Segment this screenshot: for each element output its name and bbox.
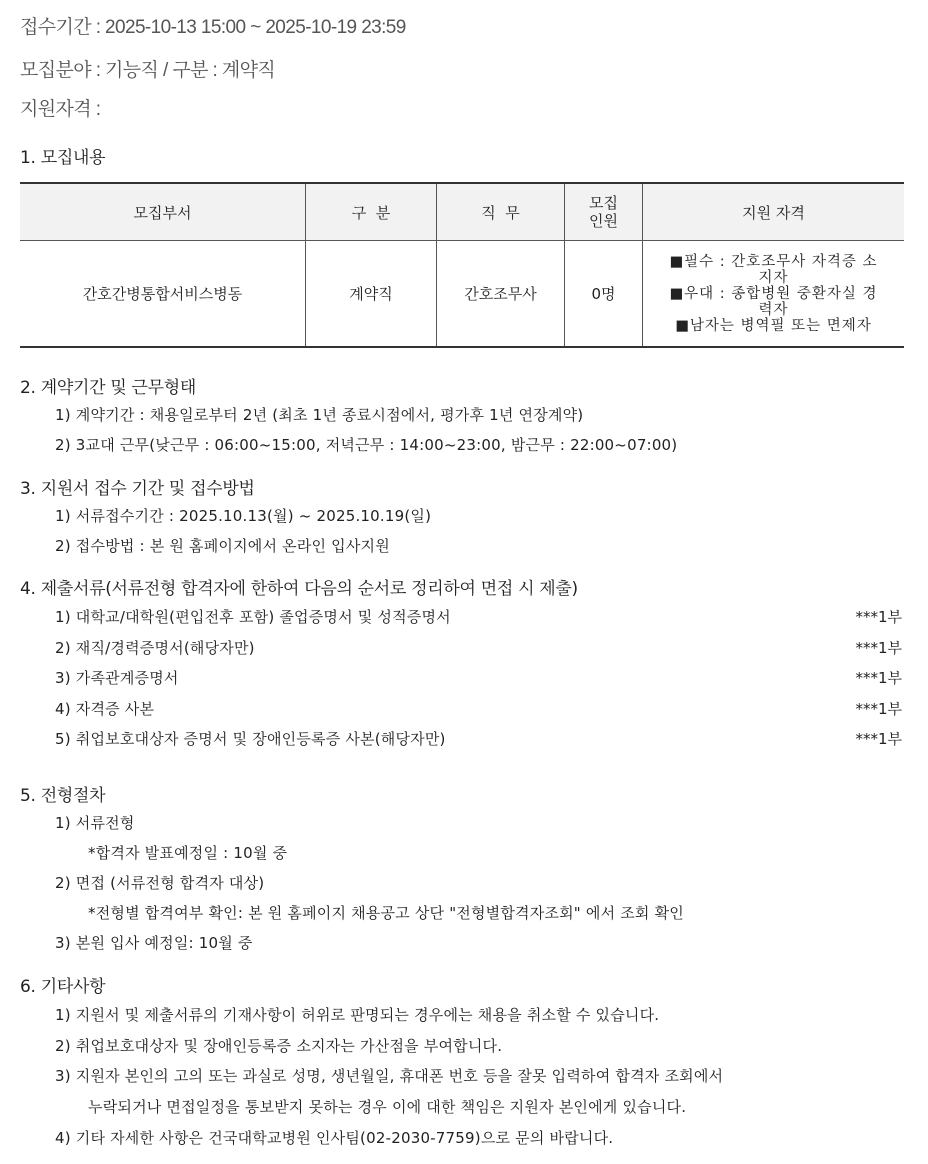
contact-info: 4) 기타 자세한 사항은 건국대학교병원 인사팀(02-2030-7759)으로 문의 바랍니다.	[55, 1129, 614, 1147]
qual-line: ■남자는 병역필 또는 면제자	[675, 317, 872, 334]
qual-line: 력자	[758, 301, 789, 318]
list-item: *합격자 발표예정일 : 10월 중	[88, 844, 288, 862]
header-qual: 지원 자격	[643, 183, 905, 241]
copies-count: ***1부	[855, 608, 902, 626]
section-2-title: 2. 계약기간 및 근무형태	[20, 378, 197, 398]
list-item: 3) 가족관계증명서	[55, 669, 179, 687]
section-6-title: 6. 기타사항	[20, 977, 106, 997]
table-row	[20, 241, 904, 348]
copies-count: ***1부	[855, 639, 902, 657]
list-item: 누락되거나 면접일정을 통보받지 못하는 경우 이에 대한 책임은 지원자 본인에게 있습니다.	[88, 1098, 687, 1116]
qual-line: 지자	[758, 269, 789, 286]
contract-period: 1) 계약기간 : 채용일로부터 2년 (최초 1년 종료시점에서, 평가후 1년 연장계약)	[55, 406, 584, 424]
cell-count: 0명	[565, 241, 643, 348]
header-job: 직 무	[437, 183, 565, 241]
list-item: 2) 재직/경력증명서(해당자만)	[55, 639, 255, 657]
list-item: 1) 서류전형	[55, 814, 135, 832]
list-item: 4) 자격증 사본	[55, 700, 155, 718]
application-method: 2) 접수방법 : 본 원 홈페이지에서 온라인 입사지원	[55, 537, 390, 555]
header-count	[565, 183, 643, 241]
cell-type: 계약직	[306, 241, 437, 348]
document-period: 1) 서류접수기간 : 2025.10.13(월) ~ 2025.10.19(일)	[55, 507, 432, 525]
table-header-row	[20, 183, 904, 241]
cell-job: 간호조무사	[437, 241, 565, 348]
section-5-title: 5. 전형절차	[20, 786, 106, 806]
list-item: 2) 취업보호대상자 및 장애인등록증 소지자는 가산점을 부여합니다.	[55, 1037, 503, 1055]
section-4-title: 4. 제출서류(서류전형 합격자에 한하여 다음의 순서로 정리하여 면접 시 제출)	[20, 579, 578, 599]
header-count-line2: 인원	[589, 212, 618, 230]
recruit-table	[20, 182, 904, 348]
copies-count: ***1부	[855, 669, 902, 687]
header-dept: 모집부서	[20, 183, 306, 241]
cell-qual	[643, 241, 905, 348]
qualification-label: 지원자격 :	[20, 99, 101, 120]
list-item: 1) 대학교/대학원(편입전후 포함) 졸업증명서 및 성적증명서	[55, 608, 451, 626]
qual-line: ■필수 : 간호조무사 자격증 소	[669, 253, 878, 270]
list-item: 2) 면접 (서류전형 합격자 대상)	[55, 874, 265, 892]
recruit-field: 모집분야 : 기능직 / 구분 : 계약직	[20, 60, 276, 81]
copies-count: ***1부	[855, 730, 902, 748]
shift-hours: 2) 3교대 근무(낮근무 : 06:00~15:00, 저녁근무 : 14:00~23:00, 밤근무 : 22:00~07:00)	[55, 436, 678, 454]
cell-dept: 간호간병통합서비스병동	[20, 241, 306, 348]
list-item: 3) 본원 입사 예정일: 10월 중	[55, 934, 253, 952]
header-count-line1: 모집	[589, 194, 618, 212]
copies-count: ***1부	[855, 700, 902, 718]
header-type: 구 분	[306, 183, 437, 241]
list-item: 1) 지원서 및 제출서류의 기재사항이 허위로 판명되는 경우에는 채용을 취소할 수 있습니다.	[55, 1006, 660, 1024]
section-1-title: 1. 모집내용	[20, 148, 106, 168]
list-item: 3) 지원자 본인의 고의 또는 과실로 성명, 생년월일, 휴대폰 번호 등을 잘못 입력하여 합격자 조회에서	[55, 1067, 724, 1085]
qual-line: ■우대 : 종합병원 중환자실 경	[669, 285, 878, 302]
section-3-title: 3. 지원서 접수 기간 및 접수방법	[20, 479, 255, 499]
application-period: 접수기간 : 2025-10-13 15:00 ~ 2025-10-19 23:59	[20, 17, 406, 38]
list-item: 5) 취업보호대상자 증명서 및 장애인등록증 사본(해당자만)	[55, 730, 446, 748]
list-item: *전형별 합격여부 확인: 본 원 홈페이지 채용공고 상단 "전형별합격자조회" 에서 조회 확인	[88, 904, 684, 922]
